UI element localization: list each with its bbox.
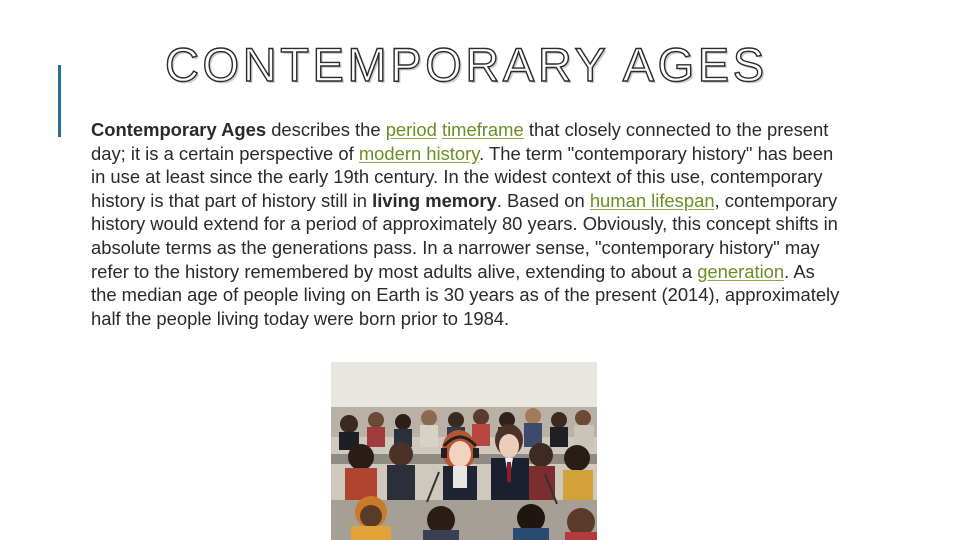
conference-audience-photo — [331, 362, 597, 540]
link-human-lifespan[interactable]: human lifespan — [589, 189, 715, 211]
paragraph-text: describes the — [266, 119, 386, 140]
term-contemporary-ages: Contemporary Ages — [91, 119, 267, 140]
term-living-memory: living memory — [372, 189, 497, 211]
link-period[interactable]: period — [385, 119, 437, 140]
paragraph-text: , contemporary history would extend for a period of approximately 80 years. Obviously, this concept shifts in absolute terms as the generations pass. In a narrower sense, "contemporary history" may refer to the history remembered by most adults alive, extending to about a — [91, 189, 838, 282]
body-paragraph — [91, 118, 841, 330]
title-accent-bar — [58, 65, 61, 137]
paragraph-text: . As the median age of people living on Earth is 30 years as of the present (2014), approximately half the people living today were born prior to 1984. — [91, 260, 840, 329]
photo-illustration — [331, 362, 597, 540]
link-generation[interactable]: generation — [697, 260, 785, 282]
slide-title: CONTEMPORARY AGES — [165, 38, 768, 91]
paragraph-text: . Based on — [496, 189, 590, 211]
link-modern-history[interactable]: modern history — [358, 142, 480, 164]
paragraph-text: that closely connected to the present day; it is a certain perspective of — [91, 119, 829, 164]
paragraph-text: . The term "contemporary history" has been in use at least since the early 19th century. In the widest context of this use, contemporary history is that part of history still in — [91, 142, 834, 211]
link-timeframe[interactable]: timeframe — [441, 119, 524, 140]
